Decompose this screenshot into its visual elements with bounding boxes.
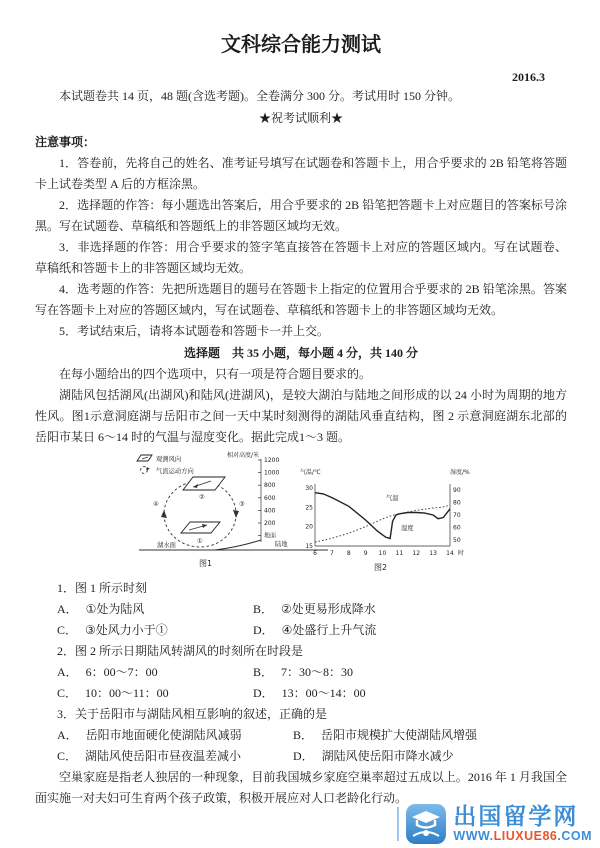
svg-text:25: 25 xyxy=(305,504,313,512)
upper-wind-plane xyxy=(183,477,225,501)
question-2-options xyxy=(35,662,567,704)
svg-text:地面: 地面 xyxy=(264,532,277,540)
svg-text:1200: 1200 xyxy=(264,457,280,464)
marker-4: ④ xyxy=(153,501,159,508)
watermark-divider xyxy=(397,807,399,841)
marker-2: ② xyxy=(199,494,205,501)
temp-curve-label: 气温 xyxy=(386,495,399,502)
option-3b: B． 岳阳市规模扩大使湖陆风增强 xyxy=(293,728,478,742)
exam-date: 2016.3 xyxy=(512,70,545,84)
exam-info-line: 本试题卷共 14 页，48 题(含选考题)。全卷满分 300 分。考试用时 150 分钟。 xyxy=(59,89,460,103)
svg-text:30: 30 xyxy=(305,484,313,492)
option-2d: D． 13：00～14：00 xyxy=(253,686,366,700)
svg-text:80: 80 xyxy=(453,499,461,507)
svg-text:12: 12 xyxy=(412,550,421,557)
section-intro: 在每小题给出的四个选项中，只有一项是符合题目要求的。 xyxy=(59,367,372,381)
notes-heading: 注意事项： xyxy=(35,135,96,149)
right-branch-arrowhead xyxy=(233,510,239,518)
liuxue86-logo-icon xyxy=(406,804,446,844)
terrain-slope xyxy=(215,540,261,550)
svg-text:60: 60 xyxy=(453,524,461,532)
figure2-caption: 图2 xyxy=(374,563,388,572)
option-1b: B． ②处更易形成降水 xyxy=(253,602,376,616)
option-2a: A． 6：00～7：00 xyxy=(57,665,158,679)
question-3-stem: 3．关于岳阳市与湖陆风相互影响的叙述，正确的是 xyxy=(57,707,328,721)
svg-text:20: 20 xyxy=(305,523,313,531)
question-3-options xyxy=(35,725,567,767)
humidity-curve-label: 湿度 xyxy=(401,525,414,532)
svg-text:600: 600 xyxy=(264,494,276,502)
svg-text:8: 8 xyxy=(346,550,351,557)
lower-wind-plane xyxy=(181,522,220,545)
option-2c: C． 10：00～11：00 xyxy=(57,686,169,700)
option-1d: D． ④处盛行上升气流 xyxy=(253,623,377,637)
svg-text:15: 15 xyxy=(305,543,313,550)
land-label: 陆地 xyxy=(275,541,288,548)
option-3a: A． 岳阳市地面硬化使湖陆风减弱 xyxy=(57,728,242,742)
url-com: .COM xyxy=(557,829,592,844)
svg-text:7: 7 xyxy=(329,550,334,557)
figure1-caption: 图1 xyxy=(199,559,213,568)
site-name: 出国留学网 xyxy=(453,803,579,830)
fig2-right-axis-label: 湿度/% xyxy=(450,469,470,476)
fig2-temp-line xyxy=(315,505,450,542)
airflow-icon xyxy=(141,467,148,474)
fig1-legend-label-2: 气流运动方向 xyxy=(156,468,194,475)
svg-text:1000: 1000 xyxy=(264,469,280,477)
option-1a: A． ①处为陆风 xyxy=(57,602,145,616)
note-item-4: 4．选考题的作答：先把所选题目的题号在答题卡上指定的位置用合乎要求的 2B 铅笔涂黑。答案写在答题卡上对应的答题区域内，写在试题卷、草稿纸和答题卡上的非答题区域均无效。 xyxy=(35,282,567,317)
svg-text:9: 9 xyxy=(363,550,368,557)
note-item-5: 5．考试结束后，请将本试题卷和答题卡一并上交。 xyxy=(59,324,330,338)
fig1-axis-label: 相对高度/米 xyxy=(227,452,260,459)
fig2-humidity-line xyxy=(315,493,450,539)
url-www: WWW. xyxy=(453,829,494,844)
exam-wish-line: ★祝考试顺利★ xyxy=(258,111,343,125)
svg-text:时: 时 xyxy=(458,550,465,557)
question-1-options xyxy=(35,599,567,641)
note-item-1: 1．答卷前，先将自己的姓名、准考证号填写在试题卷和答题卡上，用合乎要求的 2B 铅笔将答题卡上试卷类型 A 后的方框涂黑。 xyxy=(35,156,567,191)
question-passage: 湖陆风包括湖风(出湖风)和陆风(进湖风)，是较大湖泊与陆地之间形成的以 24 小时为周期的地方性风。图1示意洞庭湖与岳阳市之间一天中某时刻测得的湖陆风垂直结构，图 2 示意洞庭湖东北部的岳阳市某日 6～14 时的气温与湿度变化。据此完成1～3 题。 xyxy=(35,388,567,444)
option-1c: C． ③处风力小于① xyxy=(57,623,168,637)
site-watermark xyxy=(397,804,592,844)
fig1-legend-label-1: 观测风向 xyxy=(156,456,182,463)
passage-empty-nest: 空巢家庭是指老人独居的一种现象，目前我国城乡家庭空巢率超过五成以上。2016 年 1 月我国全面实施一对夫妇可生育两个孩子政策，积极开展应对人口老龄化行动。 xyxy=(35,770,567,805)
question-1-stem: 1．图 1 所示时刻 xyxy=(57,581,148,595)
note-item-3: 3．非选择题的作答：用合乎要求的签字笔直接答在答题卡上对应的答题区域内。写在试题卷、草稿纸和答题卡上的非答题区域均无效。 xyxy=(35,240,567,275)
fig1-legend xyxy=(137,454,194,475)
question-2-stem: 2．图 2 所示日期陆风转湖风的时刻所在时段是 xyxy=(57,644,304,658)
option-3c: C． 湖陆风使岳阳市昼夜温差减小 xyxy=(57,749,242,763)
svg-text:400: 400 xyxy=(264,507,276,515)
site-url xyxy=(453,830,592,843)
svg-text:50: 50 xyxy=(453,536,461,544)
svg-text:800: 800 xyxy=(264,482,276,490)
lake-surface-label: 湖水面 xyxy=(157,542,176,549)
fig2-left-axis-label: 气温/℃ xyxy=(300,469,321,476)
svg-text:90: 90 xyxy=(453,487,461,495)
figures-row xyxy=(35,450,567,578)
svg-text:11: 11 xyxy=(395,550,404,557)
svg-text:10: 10 xyxy=(378,550,387,557)
watermark-text xyxy=(453,805,592,843)
svg-text:200: 200 xyxy=(264,520,276,527)
figure2-temp-humidity-chart xyxy=(298,458,488,576)
page-title: 文科综合能力测试 xyxy=(221,34,381,56)
svg-text:6: 6 xyxy=(313,550,317,557)
option-2b: B． 7：30～8：30 xyxy=(253,665,354,679)
section-heading: 选择题 共 35 小题，每小题 4 分，共 140 分 xyxy=(183,346,418,360)
svg-text:13: 13 xyxy=(429,550,437,557)
marker-1: ① xyxy=(197,538,203,545)
marker-3: ③ xyxy=(239,501,245,508)
svg-text:14: 14 xyxy=(446,550,454,557)
svg-text:70: 70 xyxy=(453,512,461,519)
left-branch-arrowhead xyxy=(161,510,167,518)
url-site: LIUXUE86 xyxy=(493,829,558,844)
note-item-2: 2．选择题的作答：每小题选出答案后，用合乎要求的 2B 铅笔把答题卡上对应题目的答案标号涂黑。写在试题卷、草稿纸和答题纸上的非答题区域均无效。 xyxy=(35,198,567,233)
option-3d: D． 湖陆风使岳阳市降水减少 xyxy=(293,749,454,763)
